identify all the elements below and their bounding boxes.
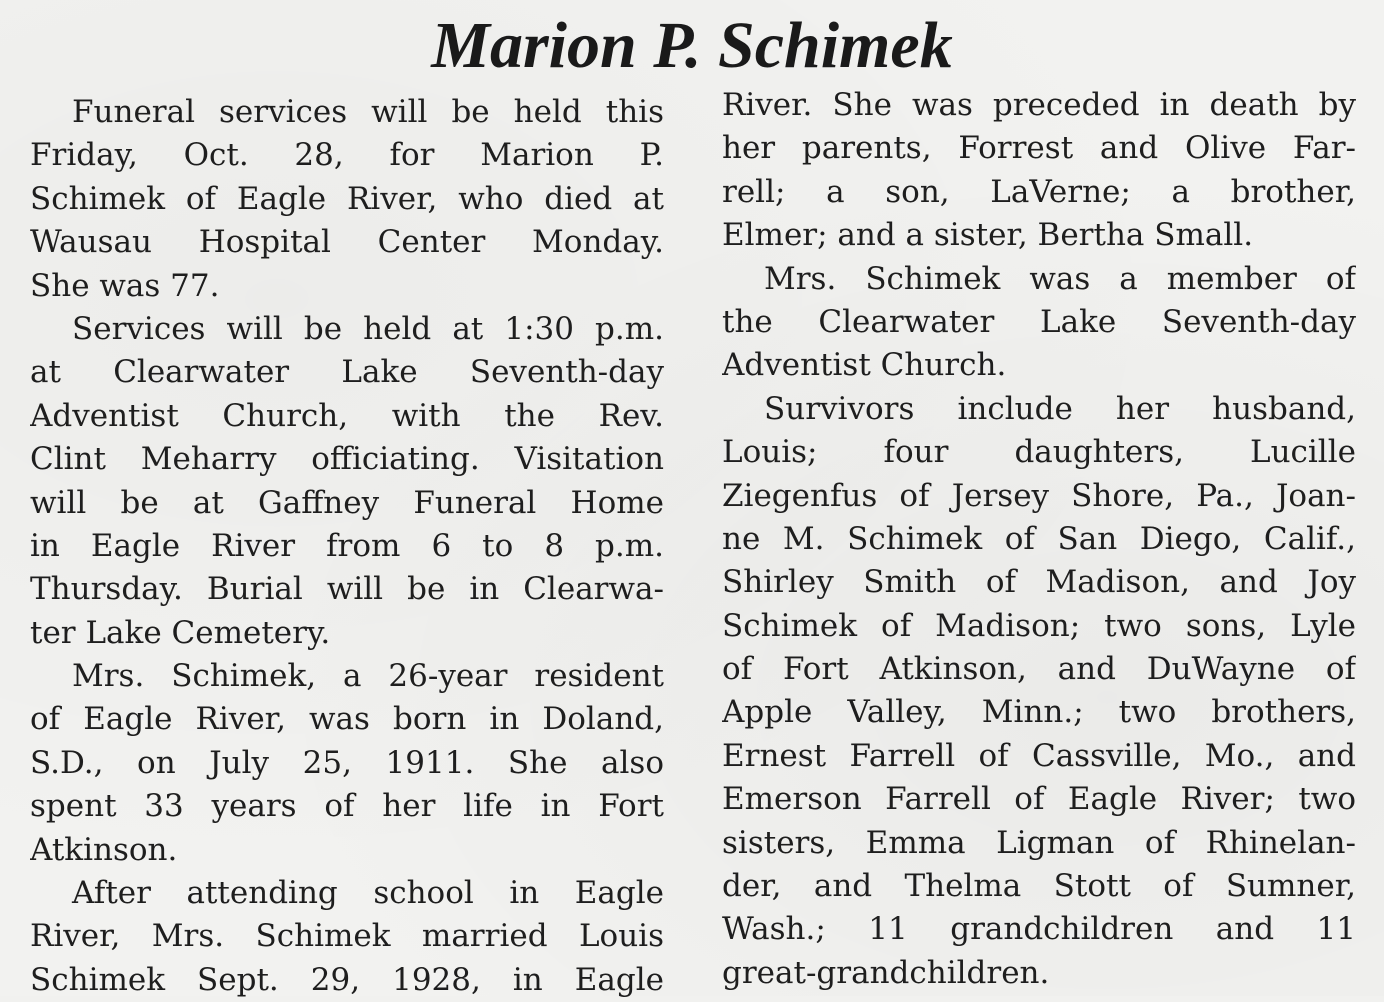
- text-line: After attending school in Eagle: [72, 875, 664, 912]
- text-line: Elmer; and a sister, Bertha Small.: [722, 217, 1254, 254]
- text-line: S.D., on July 25, 1911. She also: [30, 744, 664, 781]
- text-line: Funeral services will be held this: [72, 94, 664, 130]
- text-line: ter Lake Cemetery.: [30, 614, 331, 651]
- text-line: der, and Thelma Stott of Sumner,: [722, 868, 1356, 905]
- text-line: ne M. Schimek of San Diego, Calif.,: [722, 520, 1356, 557]
- text-line: Wausau Hospital Center Monday.: [30, 224, 664, 261]
- obituary-title: Marion P. Schimek: [431, 9, 953, 82]
- text-line: great-grandchildren.: [722, 954, 1050, 991]
- text-line: Wash.; 11 grandchildren and 11: [722, 911, 1356, 948]
- text-line: She was 77.: [30, 267, 220, 304]
- text-line: Thursday. Burial will be in Clearwa-: [30, 571, 664, 608]
- text-line: Friday, Oct. 28, for Marion P.: [30, 137, 664, 174]
- right-column: [722, 84, 1356, 995]
- text-line: Mrs. Schimek, a 26-year resident: [72, 658, 664, 695]
- text-line: Ziegenfus of Jersey Shore, Pa., Joan-: [722, 477, 1356, 514]
- text-line: of Fort Atkinson, and DuWayne of: [722, 651, 1356, 688]
- text-line: Schimek Sept. 29, 1928, in Eagle: [30, 961, 664, 998]
- text-line: the Clearwater Lake Seventh-day: [722, 303, 1356, 340]
- text-line: Mrs. Schimek was a member of: [764, 260, 1356, 297]
- text-line: in Eagle River from 6 to 8 p.m.: [30, 527, 664, 564]
- text-line: Apple Valley, Minn.; two brothers,: [722, 694, 1356, 731]
- text-line: will be at Gaffney Funeral Home: [30, 484, 664, 521]
- text-line: Ernest Farrell of Cassville, Mo., and: [722, 737, 1356, 774]
- text-line: rell; a son, LaVerne; a brother,: [722, 173, 1356, 210]
- text-line: River, Mrs. Schimek married Louis: [30, 918, 664, 955]
- text-line: Schimek of Eagle River, who died at: [30, 180, 664, 217]
- text-line: Atkinson.: [30, 831, 178, 868]
- text-line: River. She was preceded in death by: [722, 87, 1356, 123]
- text-line: her parents, Forrest and Olive Far-: [722, 130, 1356, 167]
- text-line: at Clearwater Lake Seventh-day: [30, 354, 664, 391]
- text-line: Clint Meharry officiating. Visitation: [30, 441, 664, 478]
- text-line: Adventist Church, with the Rev.: [30, 397, 664, 434]
- text-line: Services will be held at 1:30 p.m.: [72, 310, 664, 347]
- text-line: of Eagle River, was born in Doland,: [30, 701, 664, 738]
- text-line: Louis; four daughters, Lucille: [722, 434, 1356, 471]
- text-line: Shirley Smith of Madison, and Joy: [722, 564, 1356, 601]
- text-line: Adventist Church.: [722, 347, 1007, 384]
- text-line: Survivors include her husband,: [764, 390, 1356, 427]
- text-line: Schimek of Madison; two sons, Lyle: [722, 607, 1356, 644]
- text-line: sisters, Emma Ligman of Rhinelan-: [722, 824, 1356, 861]
- left-column: [30, 91, 664, 1002]
- text-line: spent 33 years of her life in Fort: [30, 788, 664, 825]
- text-line: Emerson Farrell of Eagle River; two: [722, 781, 1356, 818]
